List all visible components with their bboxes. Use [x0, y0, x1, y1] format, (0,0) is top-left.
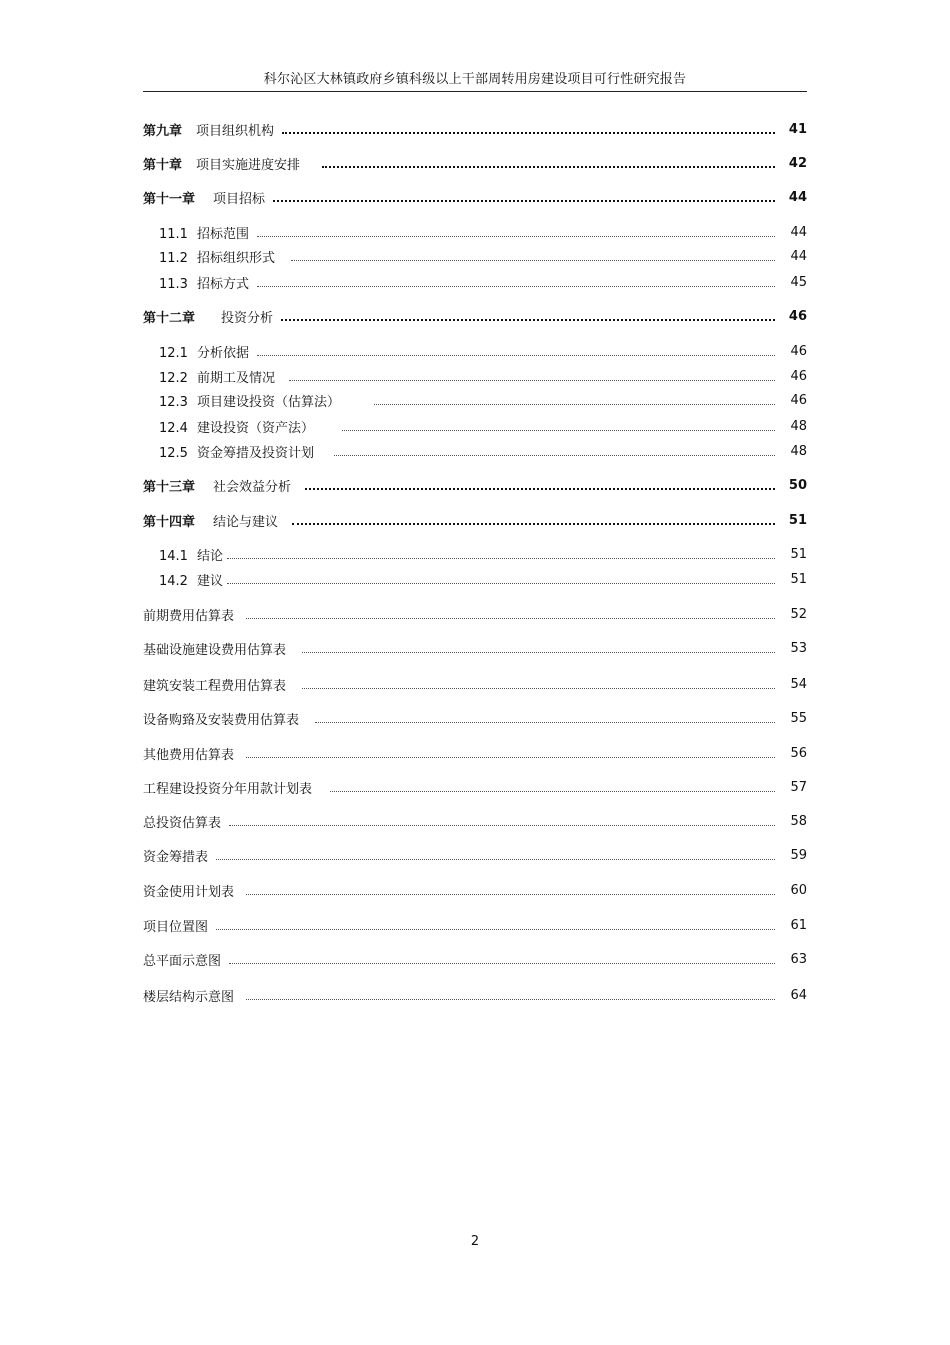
page-number: 46	[788, 308, 807, 324]
dot-leader	[216, 929, 775, 930]
toc-entry-chapter-9[interactable]	[143, 119, 807, 139]
chapter-number: 第十章	[143, 157, 183, 173]
dot-leader	[315, 722, 775, 723]
appendix-title: 楼层结构示意图	[143, 989, 235, 1005]
toc-entry-appendix[interactable]	[143, 915, 807, 935]
toc-entry-section-11-3[interactable]	[159, 272, 807, 292]
toc-entry-label	[159, 417, 314, 436]
toc-entry-appendix[interactable]	[143, 638, 807, 658]
section-number: 12.5	[159, 445, 188, 461]
dot-leader	[273, 200, 775, 202]
toc-entry-label	[143, 120, 274, 139]
dot-leader	[289, 380, 775, 381]
toc-entry-appendix[interactable]	[143, 777, 807, 797]
chapter-title: 结论与建议	[213, 514, 279, 530]
chapter-number: 第十四章	[143, 514, 196, 530]
section-number: 11.3	[159, 276, 188, 292]
toc-entry-section-12-4[interactable]	[159, 416, 807, 436]
appendix-title: 建筑安装工程费用估算表	[143, 678, 287, 694]
section-number: 14.2	[159, 573, 188, 589]
dot-leader	[281, 319, 775, 321]
toc-entry-label	[159, 247, 275, 266]
toc-entry-label	[143, 511, 278, 530]
dot-leader	[246, 618, 775, 619]
dot-leader	[282, 132, 775, 134]
page-number: 57	[790, 779, 807, 795]
toc-entry-appendix[interactable]	[143, 743, 807, 763]
dot-leader	[292, 523, 775, 525]
toc-entry-appendix[interactable]	[143, 845, 807, 865]
appendix-title: 资金使用计划表	[143, 884, 235, 900]
toc-entry-label	[159, 391, 340, 410]
page-number: 59	[790, 847, 807, 863]
toc-entry-label	[143, 188, 265, 207]
section-title: 结论	[197, 548, 224, 564]
toc-entry-section-11-1[interactable]	[159, 222, 807, 242]
section-number: 12.4	[159, 420, 188, 436]
toc-entry-label	[159, 273, 249, 292]
footer-page-number: 2	[470, 1234, 480, 1249]
appendix-title: 总投资估算表	[143, 815, 222, 831]
toc-entry-section-14-1[interactable]	[159, 544, 807, 564]
toc-entry-chapter-14[interactable]	[143, 510, 807, 530]
chapter-number: 第十一章	[143, 191, 196, 207]
dot-leader	[305, 488, 775, 490]
chapter-number: 第九章	[143, 123, 183, 139]
toc-entry-label	[159, 223, 249, 242]
dot-leader	[246, 999, 775, 1000]
toc-entry-label	[143, 476, 291, 495]
chapter-title: 项目实施进度安排	[196, 157, 301, 173]
toc-entry-appendix[interactable]	[143, 949, 807, 969]
section-number: 11.2	[159, 250, 188, 266]
toc-entry-chapter-12[interactable]	[143, 306, 807, 326]
toc-entry-section-12-5[interactable]	[159, 441, 807, 461]
section-title: 建设投资（资产法）	[197, 420, 315, 436]
toc-entry-section-12-2[interactable]	[159, 366, 807, 386]
page-number: 50	[788, 477, 807, 493]
dot-leader	[229, 963, 775, 964]
section-title: 项目建设投资（估算法）	[197, 394, 341, 410]
toc-entry-label	[159, 442, 314, 461]
dot-leader	[216, 859, 775, 860]
dot-leader	[257, 236, 775, 237]
toc-entry-appendix[interactable]	[143, 604, 807, 624]
section-number: 11.1	[159, 226, 188, 242]
toc-entry-chapter-11[interactable]	[143, 187, 807, 207]
toc-entry-appendix[interactable]	[143, 811, 807, 831]
page-number: 63	[790, 951, 807, 967]
appendix-title: 项目位置图	[143, 919, 209, 935]
page-number: 51	[788, 512, 807, 528]
dot-leader	[246, 894, 775, 895]
toc-entry-section-12-1[interactable]	[159, 341, 807, 361]
appendix-title: 工程建设投资分年用款计划表	[143, 781, 313, 797]
page-number: 51	[790, 546, 807, 562]
page-number: 44	[788, 189, 807, 205]
page-number: 64	[790, 987, 807, 1003]
chapter-title: 投资分析	[221, 310, 274, 326]
page-number: 42	[788, 155, 807, 171]
toc-entry-chapter-10[interactable]	[143, 153, 807, 173]
toc-entry-label	[143, 154, 300, 173]
page-number: 48	[790, 443, 807, 459]
page-number: 44	[790, 224, 807, 240]
chapter-title: 项目组织机构	[196, 123, 275, 139]
section-title: 招标组织形式	[197, 250, 276, 266]
toc-entry-label	[159, 545, 223, 564]
toc-entry-appendix[interactable]	[143, 708, 807, 728]
section-number: 12.2	[159, 370, 188, 386]
appendix-title: 设备购臵及安装费用估算表	[143, 712, 300, 728]
section-title: 招标方式	[197, 276, 250, 292]
appendix-title: 前期费用估算表	[143, 608, 235, 624]
page-number: 54	[790, 676, 807, 692]
page-number: 53	[790, 640, 807, 656]
section-title: 前期工及情况	[197, 370, 276, 386]
page-number: 48	[790, 418, 807, 434]
page-number: 46	[790, 392, 807, 408]
page-number: 60	[790, 882, 807, 898]
toc-entry-label	[159, 367, 275, 386]
toc-entry-section-14-2[interactable]	[159, 569, 807, 589]
running-header: 科尔沁区大林镇政府乡镇科级以上干部周转用房建设项目可行性研究报告	[263, 72, 687, 87]
dot-leader	[374, 404, 775, 405]
dot-leader	[342, 430, 775, 431]
toc-entry-appendix[interactable]	[143, 880, 807, 900]
dot-leader	[302, 652, 775, 653]
dot-leader	[257, 286, 775, 287]
page-number: 44	[790, 248, 807, 264]
dot-leader	[227, 558, 775, 559]
page-number: 45	[790, 274, 807, 290]
dot-leader	[257, 355, 775, 356]
appendix-title: 其他费用估算表	[143, 747, 235, 763]
dot-leader	[302, 688, 775, 689]
section-number: 12.1	[159, 345, 188, 361]
page-number: 52	[790, 606, 807, 622]
chapter-number: 第十三章	[143, 479, 196, 495]
page-number: 41	[788, 121, 807, 137]
page-number: 58	[790, 813, 807, 829]
toc-entry-section-11-2[interactable]	[159, 246, 807, 266]
section-title: 资金筹措及投资计划	[197, 445, 315, 461]
dot-leader	[227, 583, 775, 584]
section-title: 分析依据	[197, 345, 250, 361]
page-number: 56	[790, 745, 807, 761]
dot-leader	[246, 757, 775, 758]
section-number: 14.1	[159, 548, 188, 564]
dot-leader	[322, 166, 775, 168]
page-number: 46	[790, 343, 807, 359]
toc-entry-section-12-3[interactable]	[159, 390, 807, 410]
section-title: 招标范围	[197, 226, 250, 242]
page-number: 55	[790, 710, 807, 726]
toc-entry-label	[159, 342, 249, 361]
dot-leader	[291, 260, 775, 261]
toc-entry-chapter-13[interactable]	[143, 475, 807, 495]
toc-entry-label	[143, 307, 273, 326]
page-number: 51	[790, 571, 807, 587]
section-number: 12.3	[159, 394, 188, 410]
page-number: 46	[790, 368, 807, 384]
appendix-title: 总平面示意图	[143, 953, 222, 969]
chapter-title: 项目招标	[213, 191, 266, 207]
toc-entry-appendix[interactable]	[143, 674, 807, 694]
chapter-number: 第十二章	[143, 310, 196, 326]
dot-leader	[229, 825, 775, 826]
page-number: 61	[790, 917, 807, 933]
appendix-title: 基础设施建设费用估算表	[143, 642, 287, 658]
toc-entry-appendix[interactable]	[143, 985, 807, 1005]
section-title: 建议	[197, 573, 224, 589]
dot-leader	[334, 455, 775, 456]
toc-entry-label	[159, 570, 223, 589]
appendix-title: 资金筹措表	[143, 849, 209, 865]
header-rule	[143, 91, 807, 92]
chapter-title: 社会效益分析	[213, 479, 292, 495]
dot-leader	[330, 791, 775, 792]
